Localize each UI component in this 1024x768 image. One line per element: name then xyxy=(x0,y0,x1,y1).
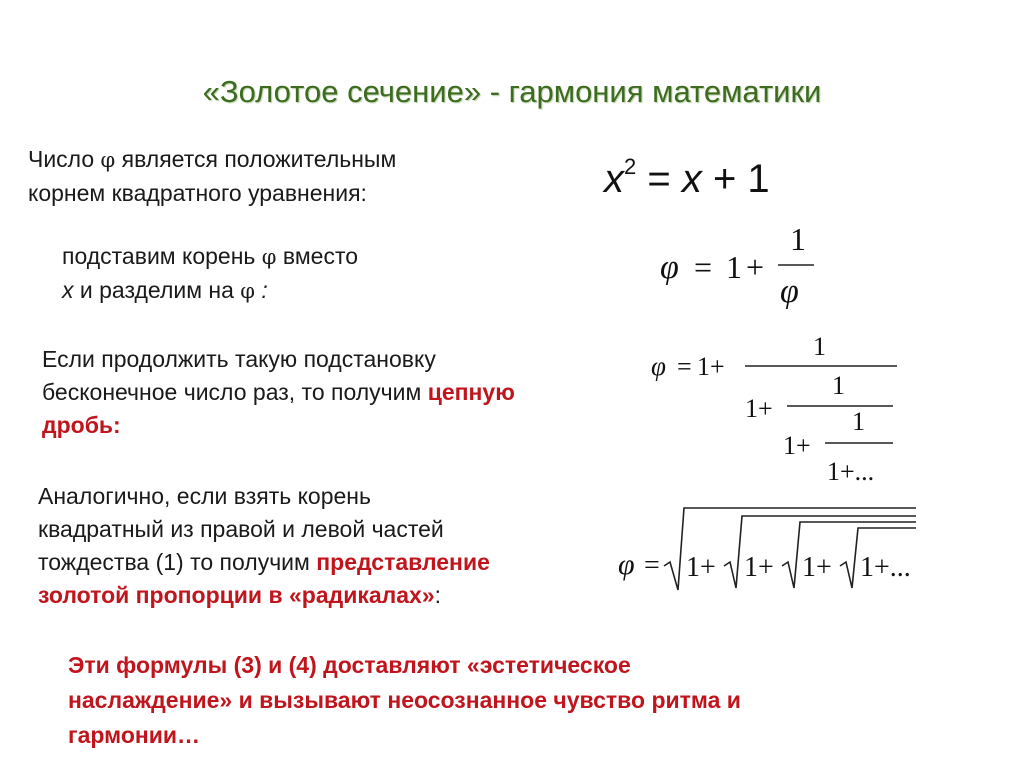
equation-tail: + 1 xyxy=(701,157,770,201)
conclusion-line-3: гармонии… xyxy=(68,722,201,748)
phi-symbol: φ xyxy=(651,351,666,381)
one-plus: 1+ xyxy=(697,352,725,381)
conclusion-line-2: наслаждение» и вызывают неосознанное чувство ритма и xyxy=(68,687,741,713)
numerator-2: 1 xyxy=(832,371,845,400)
text-chunk: вместо xyxy=(276,243,359,269)
radicals-line-2: квадратный из правой и левой частей xyxy=(38,516,444,542)
text-chunk: : xyxy=(255,277,268,303)
numerator-1: 1 xyxy=(813,332,826,361)
conclusion-text xyxy=(68,648,968,753)
slide-title: «Золотое сечение» - гармония математики xyxy=(202,74,822,109)
radical-term-3: 1+ xyxy=(802,552,832,583)
radicals-line-1: Аналогично, если взять корень xyxy=(38,483,371,509)
equals-sign: = xyxy=(636,157,682,201)
text-chunk: Число xyxy=(28,146,101,172)
continued-fraction-text xyxy=(42,343,642,442)
radicals-line-3 xyxy=(38,546,618,579)
formula-phi-fraction xyxy=(650,222,830,312)
substitution-line-2 xyxy=(62,274,482,308)
formula-nested-radicals xyxy=(612,500,922,595)
variable-x: x xyxy=(604,157,624,201)
variable-x: x xyxy=(62,277,74,303)
phi-symbol: φ xyxy=(261,245,277,269)
phi-symbol: φ xyxy=(240,279,256,303)
formula-continued-fraction xyxy=(645,322,915,492)
highlight-term: цепную xyxy=(427,379,515,405)
text-chunk: является положительным xyxy=(115,146,397,172)
substitution-text xyxy=(62,240,482,308)
continued-fraction-line-1: Если продолжить такую подстановку xyxy=(42,346,436,372)
variable-x: x xyxy=(681,157,702,201)
phi-definition-line-2: корнем квадратного уравнения: xyxy=(28,180,367,206)
phi-symbol: φ xyxy=(660,249,679,286)
exponent: 2 xyxy=(624,154,637,179)
phi-definition-line-1 xyxy=(28,143,588,177)
phi-definition-text xyxy=(28,143,588,210)
numerator: 1 xyxy=(790,222,806,257)
text-chunk: бесконечное число раз, то получим xyxy=(42,379,428,405)
substitution-line-1 xyxy=(62,240,482,274)
denominator: φ xyxy=(780,273,799,310)
continued-fraction-line-2 xyxy=(42,376,642,409)
equals-sign: = xyxy=(694,249,713,285)
radical-term-4: 1+... xyxy=(860,552,911,583)
highlight-term: золотой пропорции в «радикалах» xyxy=(38,582,435,608)
level-3-one-plus: 1+ xyxy=(783,431,811,460)
phi-symbol: φ xyxy=(100,148,116,172)
radical-term-2: 1+ xyxy=(744,552,774,583)
equals-sign: = xyxy=(677,352,692,381)
highlight-term: дробь: xyxy=(42,412,121,438)
radicals-text xyxy=(38,480,618,612)
text-chunk: подставим корень xyxy=(62,243,262,269)
conclusion-line-1: Эти формулы (3) и (4) доставляют «эстетическое xyxy=(68,652,631,678)
number-one: 1 xyxy=(726,249,742,285)
level-2-one-plus: 1+ xyxy=(745,394,773,423)
plus-sign: + xyxy=(746,249,765,285)
equals-sign: = xyxy=(644,550,660,581)
text-chunk: : xyxy=(434,582,442,608)
text-chunk: и разделим на xyxy=(73,277,241,303)
radicals-line-4 xyxy=(38,579,618,612)
phi-symbol: φ xyxy=(618,548,635,581)
quadratic-equation xyxy=(604,154,770,202)
radical-term-1: 1+ xyxy=(686,552,716,583)
text-chunk: тождества (1) то получим xyxy=(38,549,317,575)
last-term: 1+... xyxy=(827,457,875,486)
highlight-term: представление xyxy=(316,549,490,575)
numerator-3: 1 xyxy=(852,407,865,436)
